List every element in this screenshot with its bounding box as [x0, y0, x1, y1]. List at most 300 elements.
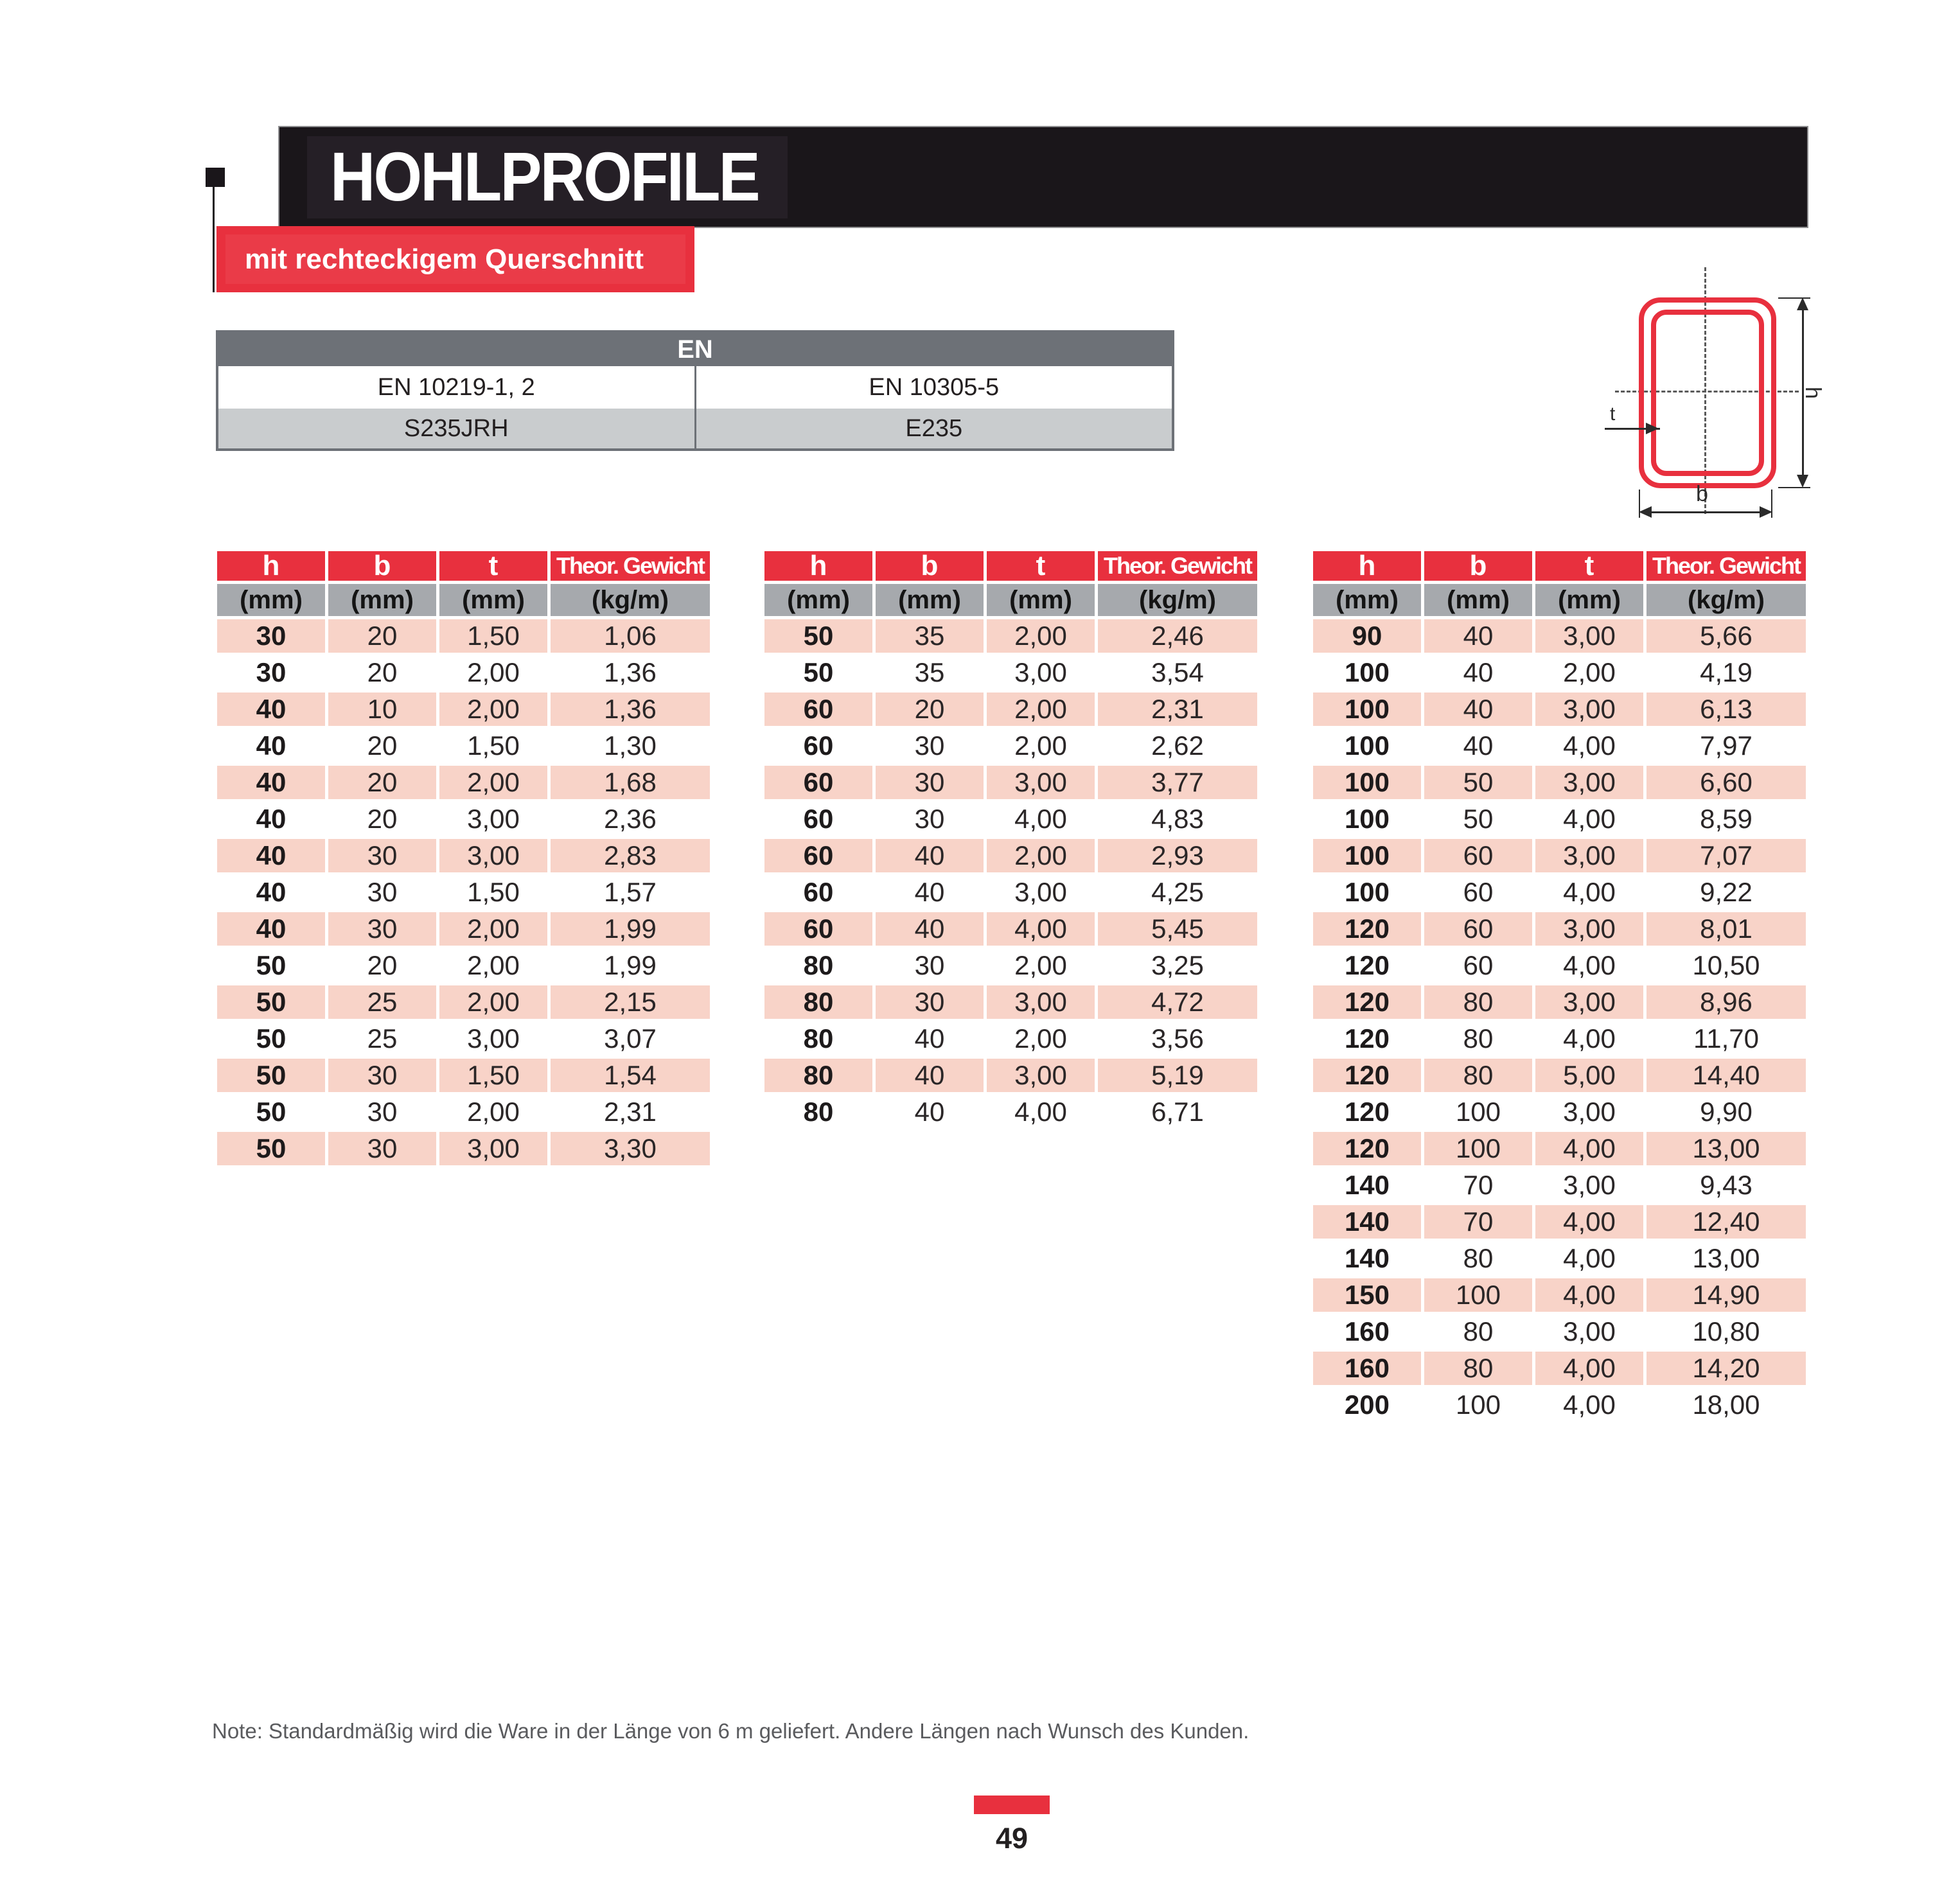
table-cell: 80 — [803, 950, 834, 980]
table-cell: 3,00 — [1563, 1316, 1616, 1346]
table-cell: 1,06 — [551, 619, 710, 653]
table-cell: 30 — [328, 839, 436, 872]
table-cell: 4,00 — [1563, 877, 1616, 907]
table-cell: 2,00 — [439, 766, 547, 799]
table-cell: 4,00 — [1014, 804, 1067, 834]
table-cell: 2,00 — [1014, 950, 1067, 980]
column-header: Theor. Gewicht — [551, 551, 710, 581]
table-cell: 50 — [256, 950, 287, 980]
table-cell: 60 — [764, 839, 872, 872]
standard-name: EN 10305-5 — [869, 374, 1000, 401]
table-cell: 3,00 — [1563, 1170, 1616, 1200]
table-cell: 30 — [914, 730, 945, 761]
table-cell: 14,20 — [1647, 1352, 1806, 1385]
table-cell: 40 — [217, 693, 325, 726]
steel-grade: E235 — [905, 415, 963, 442]
table-cell: 4,00 — [1535, 1205, 1643, 1239]
table-cell: 40 — [914, 877, 945, 907]
table-cell: 60 — [1463, 877, 1494, 907]
table-cell: 3,00 — [1535, 985, 1643, 1019]
table-cell: 4,00 — [1535, 1278, 1643, 1312]
table-cell: 9,43 — [1700, 1170, 1753, 1200]
table-cell: 35 — [914, 657, 945, 687]
table-row — [764, 1095, 1257, 1129]
table-cell: 120 — [1313, 912, 1421, 946]
table-cell: 10,50 — [1692, 950, 1760, 980]
table-cell: 1,50 — [439, 1059, 547, 1092]
table-cell: 35 — [876, 619, 984, 653]
table-row — [217, 949, 710, 982]
unit-label: (kg/m) — [1098, 584, 1257, 616]
table-cell: 30 — [914, 804, 945, 834]
arrowhead-icon — [1760, 506, 1772, 518]
table-cell: 9,22 — [1700, 877, 1753, 907]
column-header: t — [987, 551, 1095, 581]
table-cell: 8,01 — [1647, 912, 1806, 946]
table-cell: 50 — [1424, 766, 1532, 799]
table-cell: 2,93 — [1098, 839, 1257, 872]
table-row — [1313, 802, 1806, 836]
table-cell: 40 — [876, 912, 984, 946]
unit-label: (kg/m) — [1647, 584, 1806, 616]
table-cell: 40 — [1463, 657, 1494, 687]
standards-table-header: EN — [218, 333, 1172, 366]
table-cell: 30 — [914, 950, 945, 980]
table-cell: 100 — [1313, 839, 1421, 872]
table-cell: 50 — [217, 985, 325, 1019]
standards-table-row — [218, 366, 1172, 409]
table-row — [217, 802, 710, 836]
table-row — [764, 766, 1257, 799]
table-row — [1313, 1022, 1806, 1055]
table-row — [764, 729, 1257, 763]
table-cell: 100 — [1424, 1278, 1532, 1312]
table-cell: 1,50 — [467, 730, 520, 761]
table-units-row — [217, 584, 710, 616]
column-header: h — [217, 551, 325, 581]
column-header: Theor. Gewicht — [1098, 551, 1257, 581]
table-cell: 2,00 — [439, 985, 547, 1019]
table-row — [1313, 729, 1806, 763]
table-row — [1313, 1205, 1806, 1239]
table-cell: 40 — [876, 839, 984, 872]
table-cell: 4,00 — [1563, 804, 1616, 834]
table-cell: 50 — [256, 1023, 287, 1054]
table-row — [1313, 1388, 1806, 1422]
table-cell: 1,36 — [551, 693, 710, 726]
table-cell: 2,00 — [1014, 1023, 1067, 1054]
table-cell: 60 — [803, 804, 834, 834]
table-cell: 4,00 — [1563, 730, 1616, 761]
table-cell: 4,00 — [1535, 1132, 1643, 1165]
table-cell: 3,00 — [987, 985, 1095, 1019]
table-cell: 5,66 — [1647, 619, 1806, 653]
table-cell: 40 — [256, 804, 287, 834]
table-cell: 4,00 — [1563, 1390, 1616, 1420]
table-cell: 30 — [256, 657, 287, 687]
table-row — [764, 1022, 1257, 1055]
table-row — [1313, 693, 1806, 726]
table-cell: 30 — [876, 985, 984, 1019]
table-row — [1313, 985, 1806, 1019]
table-row — [1313, 839, 1806, 872]
table-cell: 4,00 — [1563, 1243, 1616, 1273]
table-cell: 100 — [1313, 693, 1421, 726]
standards-table-row — [218, 409, 1172, 448]
table-cell: 80 — [1463, 1316, 1494, 1346]
table-cell: 8,59 — [1700, 804, 1753, 834]
table-cell: 120 — [1344, 950, 1390, 980]
page-subtitle: mit rechteckigem Querschnitt — [245, 243, 644, 275]
table-cell: 4,00 — [1535, 1352, 1643, 1385]
table-row — [764, 693, 1257, 726]
table-cell: 30 — [328, 1059, 436, 1092]
table-cell: 100 — [1344, 877, 1390, 907]
table-cell: 120 — [1313, 1059, 1421, 1092]
table-cell: 2,00 — [439, 912, 547, 946]
table-cell: 6,71 — [1151, 1097, 1204, 1127]
table-cell: 4,19 — [1700, 657, 1753, 687]
table-row — [1313, 1315, 1806, 1348]
table-row — [217, 1022, 710, 1055]
table-cell: 2,46 — [1098, 619, 1257, 653]
table-cell: 2,31 — [604, 1097, 657, 1127]
table-cell: 2,00 — [439, 693, 547, 726]
table-cell: 60 — [764, 912, 872, 946]
table-cell: 70 — [1463, 1170, 1494, 1200]
table-cell: 40 — [1463, 730, 1494, 761]
column-header: b — [876, 551, 984, 581]
table-row — [217, 729, 710, 763]
unit-label: (mm) — [1424, 584, 1532, 616]
table-cell: 40 — [256, 730, 287, 761]
arrowhead-icon — [1646, 423, 1659, 434]
table-cell: 3,00 — [1535, 839, 1643, 872]
table-cell: 6,13 — [1647, 693, 1806, 726]
table-row — [764, 839, 1257, 872]
table-row — [1313, 656, 1806, 689]
table-row — [764, 656, 1257, 689]
table-row — [1313, 876, 1806, 909]
table-cell: 1,50 — [439, 619, 547, 653]
table-cell: 3,00 — [1563, 1097, 1616, 1127]
table-cell: 30 — [328, 912, 436, 946]
table-cell: 4,25 — [1151, 877, 1204, 907]
table-row — [1313, 1278, 1806, 1312]
table-cell: 40 — [876, 1059, 984, 1092]
table-cell: 3,25 — [1151, 950, 1204, 980]
table-cell: 3,00 — [467, 1023, 520, 1054]
table-cell: 4,00 — [987, 912, 1095, 946]
table-units-row — [1313, 584, 1806, 616]
table-cell: 50 — [256, 1097, 287, 1127]
table-cell: 100 — [1313, 766, 1421, 799]
table-cell: 3,00 — [987, 1059, 1095, 1092]
table-cell: 10,80 — [1692, 1316, 1760, 1346]
table-cell: 60 — [1463, 950, 1494, 980]
table-cell: 20 — [328, 766, 436, 799]
table-cell: 60 — [1424, 839, 1532, 872]
table-header-row — [764, 551, 1257, 581]
table-cell: 30 — [367, 877, 398, 907]
table-row — [217, 619, 710, 653]
table-row — [1313, 1059, 1806, 1092]
table-cell: 18,00 — [1692, 1390, 1760, 1420]
b-dimension-label: b — [1696, 482, 1708, 506]
table-cell: 1,99 — [604, 950, 657, 980]
table-cell: 20 — [328, 619, 436, 653]
arrowhead-icon — [1797, 297, 1808, 310]
table-cell: 3,00 — [987, 766, 1095, 799]
table-cell: 100 — [1344, 657, 1390, 687]
table-cell: 20 — [876, 693, 984, 726]
table-cell: 1,36 — [604, 657, 657, 687]
table-cell: 140 — [1313, 1205, 1421, 1239]
table-cell: 7,97 — [1700, 730, 1753, 761]
table-cell: 20 — [367, 657, 398, 687]
table-row — [1313, 619, 1806, 653]
table-cell: 2,00 — [467, 657, 520, 687]
table-cell: 14,90 — [1647, 1278, 1806, 1312]
table-row — [1313, 912, 1806, 946]
table-cell: 40 — [217, 839, 325, 872]
table-cell: 20 — [367, 804, 398, 834]
table-cell: 5,19 — [1098, 1059, 1257, 1092]
unit-label: (mm) — [764, 584, 872, 616]
column-header: t — [1535, 551, 1643, 581]
table-cell: 140 — [1344, 1170, 1390, 1200]
table-cell: 3,00 — [1535, 766, 1643, 799]
table-cell: 3,00 — [1014, 877, 1067, 907]
table-cell: 70 — [1424, 1205, 1532, 1239]
table-cell: 60 — [1424, 912, 1532, 946]
table-row — [1313, 1169, 1806, 1202]
table-cell: 11,70 — [1693, 1023, 1759, 1054]
table-row — [1313, 1352, 1806, 1385]
table-cell: 120 — [1313, 1132, 1421, 1165]
table-cell: 4,72 — [1098, 985, 1257, 1019]
table-row — [217, 693, 710, 726]
table-cell: 7,07 — [1647, 839, 1806, 872]
table-cell: 1,54 — [551, 1059, 710, 1092]
table-cell: 2,83 — [551, 839, 710, 872]
table-cell: 100 — [1344, 804, 1390, 834]
table-cell: 40 — [914, 1097, 945, 1127]
table-cell: 3,00 — [1535, 619, 1643, 653]
table-units-row — [764, 584, 1257, 616]
table-cell: 4,83 — [1151, 804, 1204, 834]
table-cell: 80 — [764, 985, 872, 1019]
table-cell: 90 — [1313, 619, 1421, 653]
table-cell: 80 — [1424, 1352, 1532, 1385]
table-cell: 2,00 — [467, 1097, 520, 1127]
table-cell: 1,68 — [551, 766, 710, 799]
table-row — [764, 802, 1257, 836]
table-row — [1313, 949, 1806, 982]
table-cell: 3,00 — [467, 804, 520, 834]
table-header-row — [1313, 551, 1806, 581]
unit-label: (kg/m) — [551, 584, 710, 616]
table-cell: 50 — [217, 1059, 325, 1092]
table-cell: 60 — [803, 877, 834, 907]
dimension-table-1 — [217, 551, 710, 1169]
table-cell: 3,07 — [604, 1023, 657, 1054]
table-cell: 2,00 — [987, 839, 1095, 872]
unit-label: (mm) — [987, 584, 1095, 616]
table-cell: 60 — [803, 730, 834, 761]
table-row — [764, 1059, 1257, 1092]
table-cell: 100 — [1455, 1097, 1501, 1127]
table-cell: 12,40 — [1647, 1205, 1806, 1239]
table-cell: 80 — [764, 1059, 872, 1092]
arrowhead-icon — [1639, 506, 1652, 518]
table-cell: 1,99 — [551, 912, 710, 946]
table-cell: 80 — [1463, 1023, 1494, 1054]
table-cell: 80 — [803, 1097, 834, 1127]
table-cell: 2,00 — [467, 950, 520, 980]
table-cell: 50 — [764, 619, 872, 653]
table-row — [1313, 1132, 1806, 1165]
table-cell: 1,57 — [604, 877, 657, 907]
table-row — [764, 949, 1257, 982]
b-dimension-line — [1642, 511, 1769, 513]
table-cell: 2,00 — [1014, 730, 1067, 761]
table-cell: 9,90 — [1700, 1097, 1753, 1127]
dimension-table-2 — [764, 551, 1257, 1132]
table-row — [217, 985, 710, 1019]
table-cell: 3,00 — [439, 839, 547, 872]
table-cell: 160 — [1344, 1316, 1390, 1346]
column-header: t — [439, 551, 547, 581]
footer-marker — [974, 1796, 1050, 1814]
page-number: 49 — [995, 1822, 1029, 1855]
title-inner-panel — [307, 136, 788, 218]
table-row — [217, 839, 710, 872]
table-cell: 120 — [1344, 1097, 1390, 1127]
table-cell: 40 — [217, 912, 325, 946]
table-cell: 40 — [256, 877, 287, 907]
unit-label: (mm) — [439, 584, 547, 616]
table-cell: 25 — [367, 1023, 398, 1054]
table-cell: 2,00 — [987, 693, 1095, 726]
table-cell: 3,00 — [439, 1132, 547, 1165]
table-row — [1313, 1095, 1806, 1129]
column-header: h — [1313, 551, 1421, 581]
table-cell: 60 — [764, 693, 872, 726]
table-cell: 30 — [367, 1097, 398, 1127]
table-cell: 2,00 — [987, 619, 1095, 653]
table-cell: 6,60 — [1647, 766, 1806, 799]
unit-label: (mm) — [1313, 584, 1421, 616]
table-cell: 80 — [1463, 1243, 1494, 1273]
table-cell: 80 — [803, 1023, 834, 1054]
table-cell: 50 — [803, 657, 834, 687]
table-cell: 100 — [1344, 730, 1390, 761]
table-cell: 14,40 — [1647, 1059, 1806, 1092]
standards-table — [216, 330, 1174, 451]
table-row — [764, 619, 1257, 653]
table-cell: 120 — [1344, 1023, 1390, 1054]
table-cell: 40 — [914, 1023, 945, 1054]
table-cell: 2,36 — [604, 804, 657, 834]
page-title: HOHLPROFILE — [330, 137, 759, 215]
table-row — [217, 1059, 710, 1092]
table-cell: 2,15 — [551, 985, 710, 1019]
table-cell: 40 — [217, 766, 325, 799]
table-cell: 3,56 — [1151, 1023, 1204, 1054]
corner-mark-line — [213, 186, 215, 292]
table-cell: 60 — [764, 766, 872, 799]
table-row — [764, 912, 1257, 946]
table-cell: 30 — [876, 766, 984, 799]
table-cell: 20 — [367, 730, 398, 761]
table-cell: 200 — [1344, 1390, 1390, 1420]
t-dimension-label: t — [1610, 403, 1616, 425]
column-header: h — [764, 551, 872, 581]
table-cell: 40 — [1424, 619, 1532, 653]
table-cell: 25 — [328, 985, 436, 1019]
table-cell: 50 — [217, 1132, 325, 1165]
table-cell: 80 — [1424, 985, 1532, 1019]
table-row — [217, 656, 710, 689]
steel-grade: S235JRH — [218, 409, 696, 448]
table-row — [764, 985, 1257, 1019]
table-cell: 40 — [1424, 693, 1532, 726]
unit-label: (mm) — [876, 584, 984, 616]
table-cell: 140 — [1344, 1243, 1390, 1273]
table-cell: 1,50 — [467, 877, 520, 907]
table-cell: 13,00 — [1647, 1132, 1806, 1165]
table-row — [217, 1095, 710, 1129]
table-cell: 160 — [1313, 1352, 1421, 1385]
table-cell: 4,00 — [1563, 1023, 1616, 1054]
table-row — [217, 912, 710, 946]
corner-square-mark — [206, 168, 225, 187]
table-cell: 2,31 — [1098, 693, 1257, 726]
table-cell: 2,00 — [1563, 657, 1616, 687]
table-cell: 3,00 — [1535, 912, 1643, 946]
h-dimension-label: h — [1800, 387, 1825, 399]
table-cell: 3,77 — [1098, 766, 1257, 799]
table-cell: 5,00 — [1535, 1059, 1643, 1092]
table-cell: 3,30 — [551, 1132, 710, 1165]
standard-name: EN 10219-1, 2 — [218, 366, 696, 409]
table-cell: 13,00 — [1692, 1243, 1760, 1273]
column-header: b — [1424, 551, 1532, 581]
unit-label: (mm) — [217, 584, 325, 616]
table-cell: 3,00 — [1014, 657, 1067, 687]
table-cell: 150 — [1313, 1278, 1421, 1312]
table-row — [217, 766, 710, 799]
profile-inner-wall — [1651, 310, 1764, 476]
dimension-table-3 — [1313, 551, 1806, 1425]
table-cell: 4,00 — [1563, 950, 1616, 980]
table-cell: 4,00 — [1014, 1097, 1067, 1127]
column-header: b — [328, 551, 436, 581]
column-header: Theor. Gewicht — [1647, 551, 1806, 581]
table-cell: 10 — [328, 693, 436, 726]
table-row — [764, 876, 1257, 909]
table-header-row — [217, 551, 710, 581]
table-cell: 5,45 — [1098, 912, 1257, 946]
table-cell: 20 — [367, 950, 398, 980]
table-cell: 30 — [328, 1132, 436, 1165]
table-cell: 30 — [217, 619, 325, 653]
table-cell: 3,54 — [1151, 657, 1204, 687]
arrowhead-icon — [1797, 475, 1808, 488]
table-cell: 100 — [1455, 1390, 1501, 1420]
table-cell: 120 — [1313, 985, 1421, 1019]
